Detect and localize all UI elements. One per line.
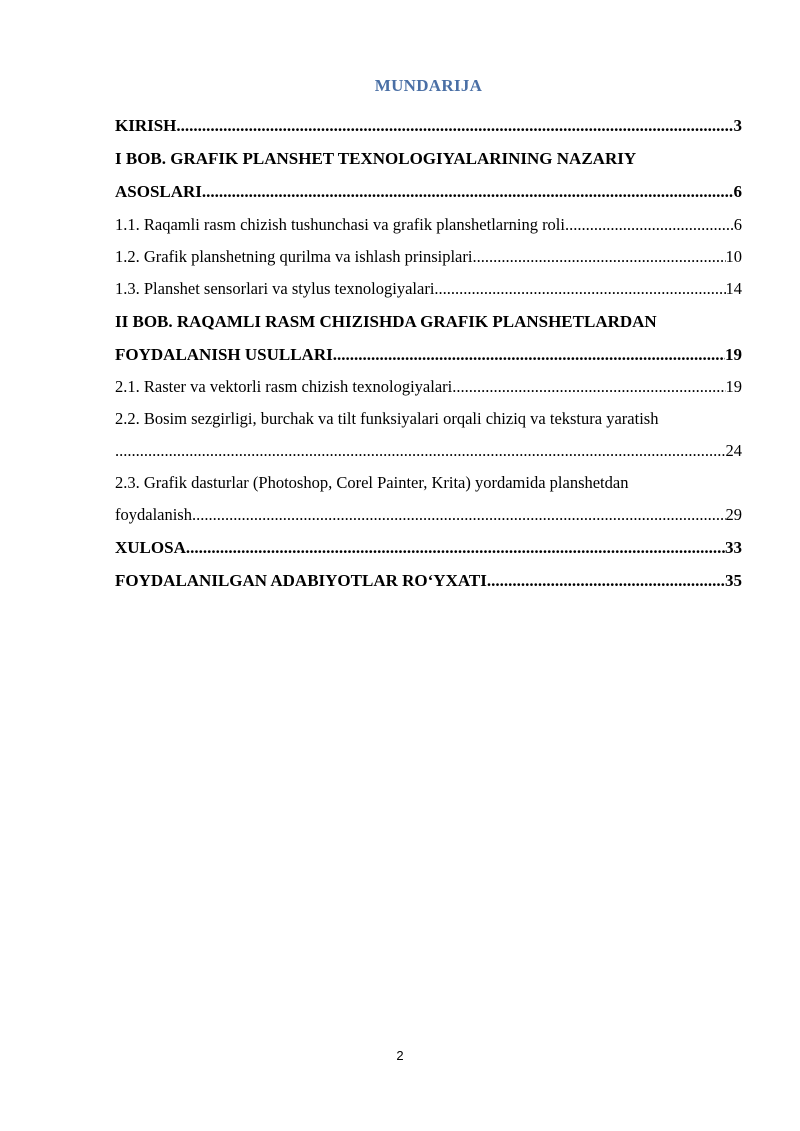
toc-entry-1-1[interactable] bbox=[115, 203, 742, 235]
toc-entry-2-3-line-2[interactable] bbox=[115, 493, 742, 525]
toc-entry-text: 1.1. Raqamli rasm chizish tushunchasi va grafik planshetlarning roli bbox=[115, 215, 565, 234]
dot-leader bbox=[186, 538, 725, 558]
dot-leader bbox=[565, 215, 734, 235]
dot-leader bbox=[202, 182, 734, 202]
toc-entry-2-2-line-2[interactable] bbox=[115, 429, 742, 461]
dot-leader bbox=[115, 441, 726, 461]
toc-entry-text: 2.3. Grafik dasturlar (Photoshop, Corel Painter, Krita) yordamida planshetdan bbox=[115, 473, 629, 492]
dot-leader bbox=[333, 345, 725, 365]
toc-entry-page: 6 bbox=[733, 182, 742, 201]
dot-leader bbox=[452, 377, 725, 397]
toc-entry-text: 1.2. Grafik planshetning qurilma va ishlash prinsiplari bbox=[115, 247, 473, 266]
page-number: 2 bbox=[396, 1048, 404, 1063]
toc-entry-page: 33 bbox=[725, 538, 742, 557]
dot-leader bbox=[487, 571, 725, 591]
toc-entry-text: I BOB. GRAFIK PLANSHET TEXNOLOGIYALARINING NAZARIY bbox=[115, 149, 637, 168]
toc-entry-page: 29 bbox=[725, 505, 742, 524]
toc-entry-text: KIRISH bbox=[115, 116, 177, 135]
toc-entry-text: FOYDALANILGAN ADABIYOTLAR RO‘YXATI bbox=[115, 571, 487, 590]
toc-entry-chapter-1-line-2[interactable] bbox=[115, 170, 742, 202]
dot-leader bbox=[472, 247, 725, 267]
toc-entry-1-2[interactable] bbox=[115, 235, 742, 267]
toc-entry-chapter-2-line-1[interactable] bbox=[115, 300, 742, 332]
dot-leader bbox=[176, 116, 733, 136]
toc-entry-chapter-1-line-1[interactable] bbox=[115, 137, 742, 169]
toc-entry-text: XULOSA bbox=[115, 538, 186, 557]
toc-entry-chapter-2-line-2[interactable] bbox=[115, 333, 742, 365]
toc-entry-xulosa[interactable] bbox=[115, 526, 742, 558]
toc-entry-page: 10 bbox=[725, 247, 742, 266]
toc-entry-1-3[interactable] bbox=[115, 267, 742, 299]
toc-entry-text: ASOSLARI bbox=[115, 182, 202, 201]
toc-title: MUNDARIJA bbox=[374, 76, 483, 95]
toc-entry-text: 2.1. Raster va vektorli rasm chizish texnologiyalari bbox=[115, 377, 453, 396]
toc-entry-2-3-line-1[interactable] bbox=[115, 461, 742, 493]
toc-entry-text: 1.3. Planshet sensorlari va stylus texnologiyalari bbox=[115, 279, 435, 298]
toc-entry-page: 14 bbox=[725, 279, 742, 298]
toc-entry-text: II BOB. RAQAMLI RASM CHIZISHDA GRAFIK PLANSHETLARDAN bbox=[115, 312, 657, 331]
toc-entry-page: 35 bbox=[725, 571, 742, 590]
toc-entry-page: 6 bbox=[733, 215, 742, 234]
toc-entry-page: 19 bbox=[725, 377, 742, 396]
toc-entry-page: 19 bbox=[725, 345, 742, 364]
toc-entry-page: 24 bbox=[725, 441, 742, 460]
toc-entry-bibliography[interactable] bbox=[115, 559, 742, 591]
toc-entry-2-2-line-1[interactable] bbox=[115, 397, 742, 429]
toc-entry-text: 2.2. Bosim sezgirligi, burchak va tilt funksiyalari orqali chiziq va tekstura yaratish bbox=[115, 409, 659, 428]
dot-leader bbox=[434, 279, 725, 299]
toc-entry-2-1[interactable] bbox=[115, 365, 742, 397]
toc-entry-text: FOYDALANISH USULLARI bbox=[115, 345, 333, 364]
toc-entry-kirish[interactable] bbox=[115, 104, 742, 136]
toc-entry-text: foydalanish bbox=[115, 505, 192, 524]
toc-entry-page: 3 bbox=[733, 116, 742, 135]
dot-leader bbox=[192, 505, 726, 525]
